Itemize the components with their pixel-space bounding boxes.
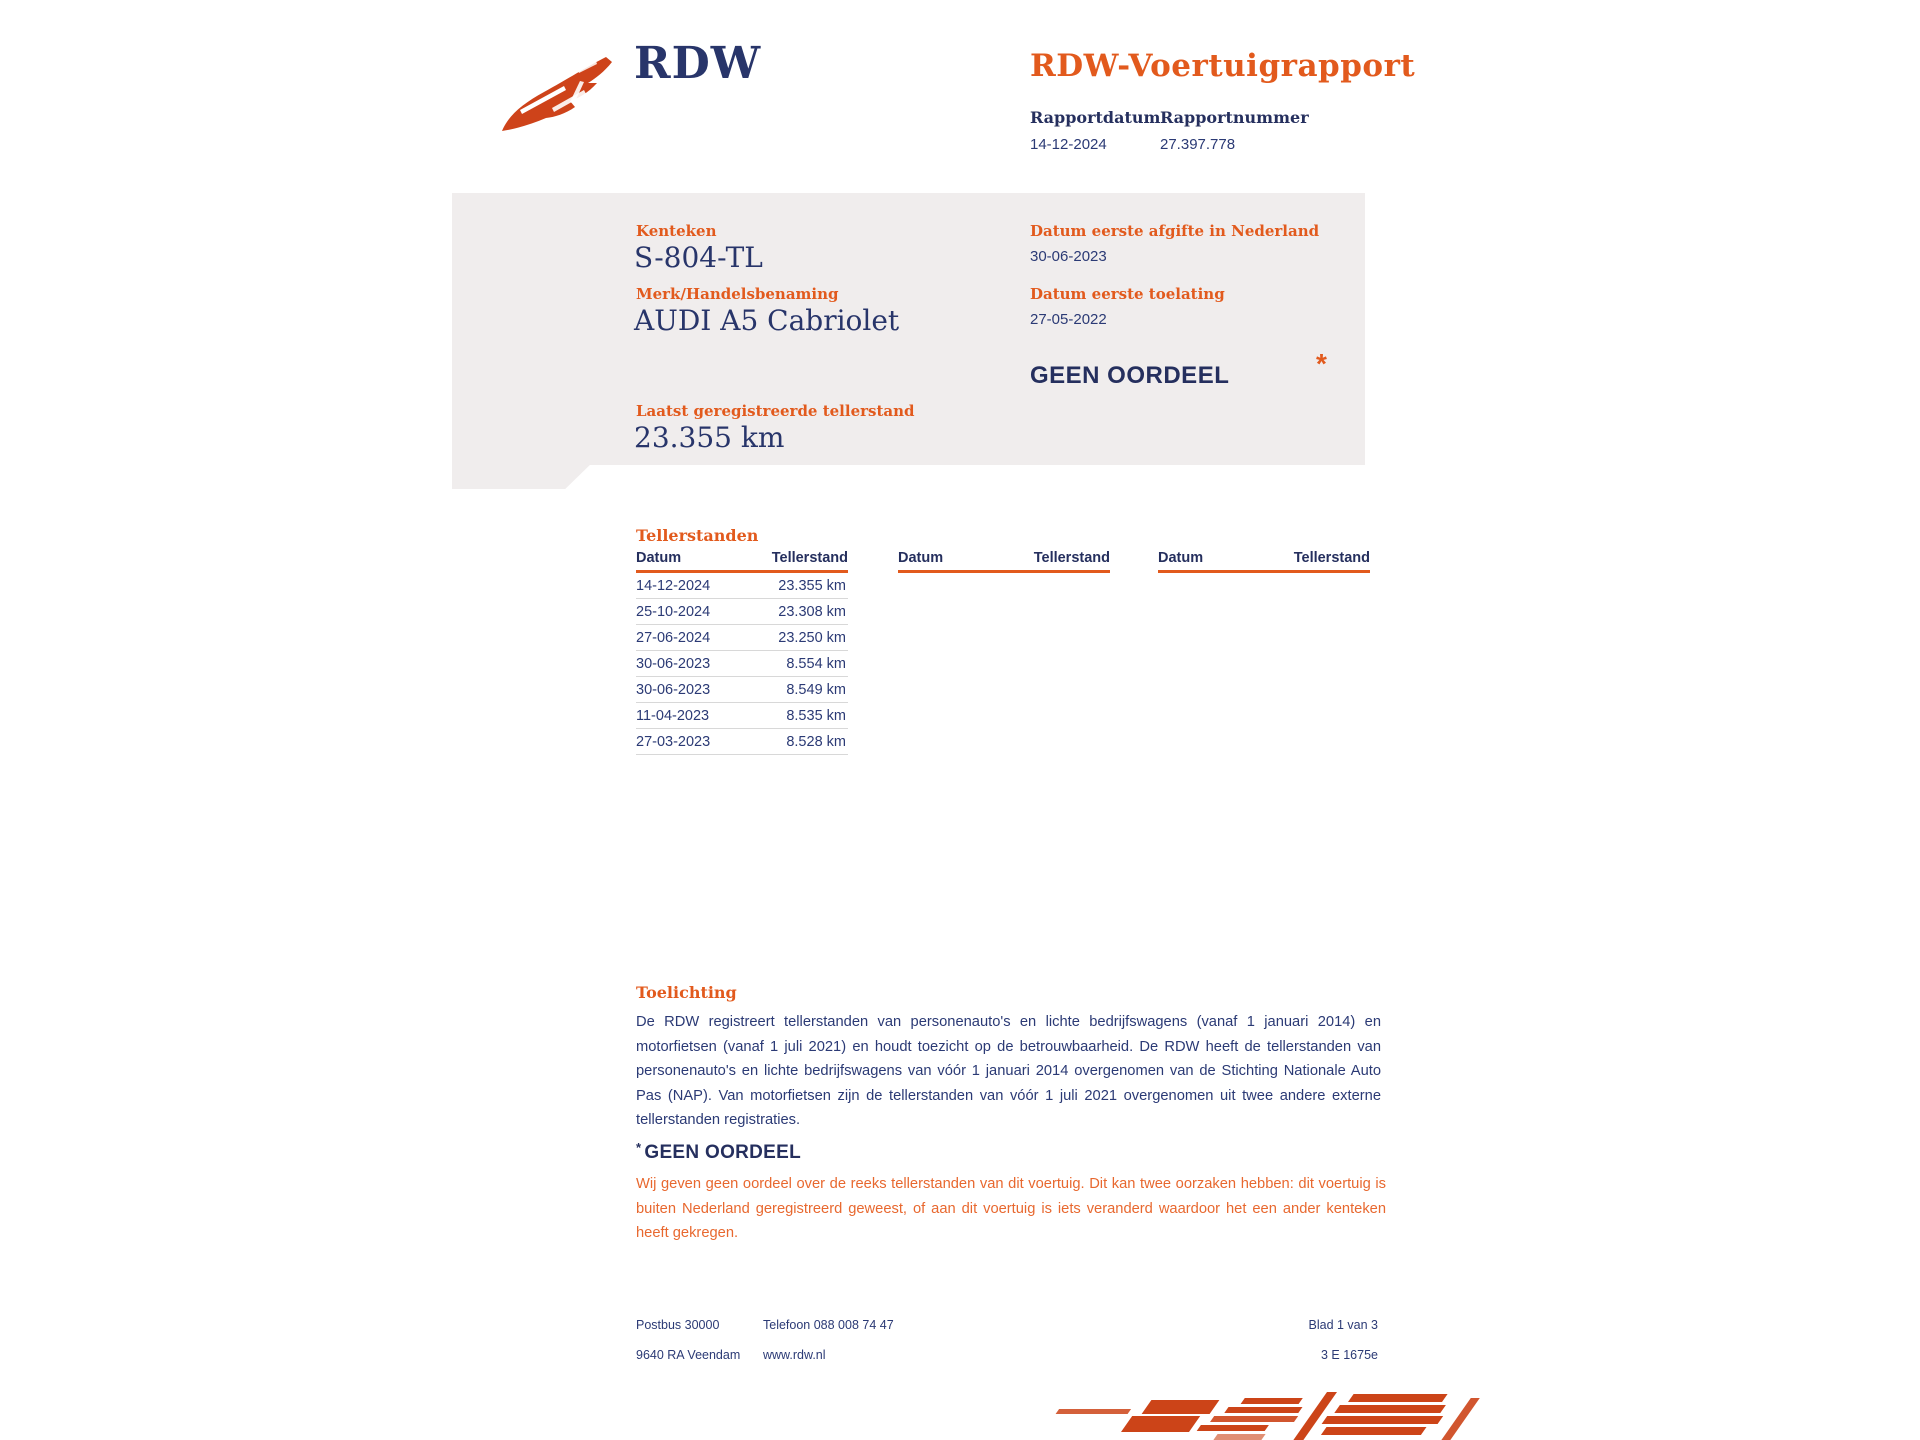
table-header [1158,550,1370,573]
afgifte-label: Datum eerste afgifte in Nederland [1030,222,1320,240]
row-tellerstand: 8.535 km [786,708,846,724]
rapportdatum-label: Rapportdatum [1030,108,1161,127]
toelating-label: Datum eerste toelating [1030,285,1225,303]
row-tellerstand: 8.549 km [786,682,846,698]
row-datum: 27-03-2023 [636,734,711,750]
rdw-logo-icon [500,52,620,134]
geen-oordeel-heading-text: GEEN OORDEEL [644,1142,802,1163]
geen-oordeel-heading [636,1140,801,1164]
rapportdatum-value: 14-12-2024 [1030,136,1107,153]
tellerstanden-table-group-3 [1158,550,1370,573]
footnote-asterisk-icon: * [1316,348,1327,379]
tellerstanden-table-group-1 [636,550,848,755]
kenteken-label: Kenteken [636,222,717,240]
col-datum-header: Datum [1158,550,1204,566]
footer-form-code: 3 E 1675e [1321,1348,1378,1362]
row-datum: 25-10-2024 [636,604,711,620]
row-tellerstand: 23.355 km [778,578,846,594]
merk-value: AUDI A5 Cabriolet [634,304,900,337]
toelichting-title: Toelichting [636,983,737,1002]
geen-oordeel-body: Wij geven geen oordeel over de reeks tellerstanden van dit voertuig. Dit kan twee oorzaken hebben: dit voertuig is buiten Nederland geregistreerd geweest, of aan dit voertuig is iets veranderd waardoor het een ander kenteken heeft gekregen. [636,1176,1386,1242]
laatst-tellerstand-label: Laatst geregistreerde tellerstand [636,402,915,420]
table-row [636,625,848,651]
table-row [636,651,848,677]
verdict-text: GEEN OORDEEL [1030,362,1230,389]
merk-label: Merk/Handelsbenaming [636,285,839,303]
row-datum: 11-04-2023 [636,708,710,724]
afgifte-value: 30-06-2023 [1030,248,1107,265]
toelating-value: 27-05-2022 [1030,311,1107,328]
footer-address [636,1310,740,1370]
tellerstanden-table-group-2 [898,550,1110,573]
footer-phone: Telefoon 088 008 74 47 [763,1318,894,1332]
table-row [636,703,848,729]
footer-city: 9640 RA Veendam [636,1348,741,1362]
table-row [636,677,848,703]
footer-page-info [1178,1310,1378,1370]
tellerstanden-section-title: Tellerstanden [636,526,759,545]
footnote-asterisk-icon: * [636,1140,642,1155]
col-tellerstand-header: Tellerstand [1033,550,1110,566]
col-tellerstand-header: Tellerstand [1293,550,1370,566]
row-tellerstand: 23.250 km [778,630,846,646]
speed-stripes-graphic [1035,1392,1480,1440]
table-row [636,573,848,599]
table-row [636,729,848,755]
col-tellerstand-header: Tellerstand [771,550,848,566]
row-tellerstand: 8.528 km [786,734,846,750]
col-datum-header: Datum [636,550,682,566]
row-tellerstand: 8.554 km [786,656,846,672]
rapportnummer-label: Rapportnummer [1160,108,1309,127]
row-datum: 30-06-2023 [636,656,711,672]
kenteken-value: S-804-TL [634,241,763,274]
row-datum: 30-06-2023 [636,682,711,698]
row-datum: 14-12-2024 [636,578,711,594]
table-header [898,550,1110,573]
footer-postbus: Postbus 30000 [636,1318,720,1332]
row-tellerstand: 23.308 km [778,604,846,620]
footer-page-number: Blad 1 van 3 [1308,1318,1378,1332]
footer-contact [763,1310,894,1370]
laatst-tellerstand-value: 23.355 km [634,421,785,454]
rdw-wordmark: RDW [634,38,762,89]
page-title: RDW-Voertuigrapport [1030,48,1416,84]
table-header [636,550,848,573]
rapportnummer-value: 27.397.778 [1160,136,1236,153]
col-datum-header: Datum [898,550,944,566]
footer-website-link[interactable]: www.rdw.nl [763,1348,826,1362]
toelichting-body: De RDW registreert tellerstanden van personenauto's en lichte bedrijfswagens (vanaf 1 januari 2014) en motorfietsen (vanaf 1 juli 2021) en houdt toezicht op de betrouwbaarheid. De RDW heeft de tellerstanden van personenauto's en lichte bedrijfswagens van vóór 1 januari 2014 overgenomen van de Stichting Nationale Auto Pas (NAP). Van motorfietsen zijn de tellerstanden van vóór 1 juli 2021 overgenomen uit twee andere externe tellerstanden registraties. [636,1014,1381,1129]
row-datum: 27-06-2024 [636,630,711,646]
table-row [636,599,848,625]
